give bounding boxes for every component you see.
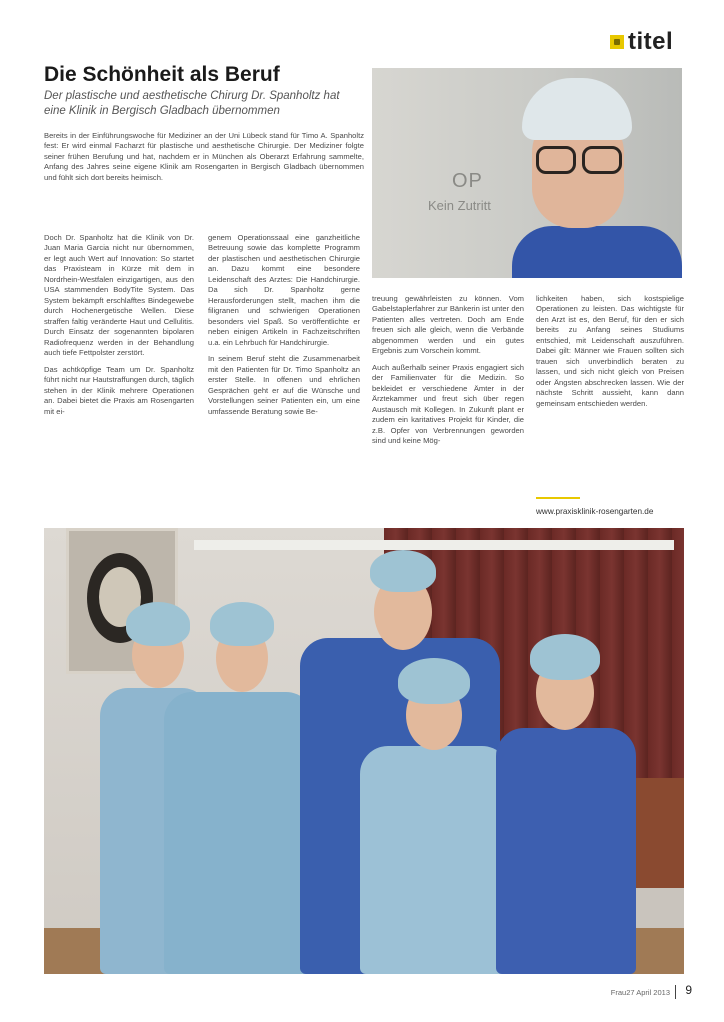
column-paragraph: lichkeiten haben, sich kostspielige Operationen zu leisten. Das wichtigste für den Arzt ist es, den Beruf, für den er sich bereits zu Anfang seines Studiums entschied, mit Leidenschaft auszuführen. Dabei gilt: Männer wie Frauen sollten sich trauen sich unverbindlich beraten zu lassen, und sich nicht gleich von Preisen oder Ängsten abschrecken lassen. Wie der nächste Schritt aussieht, kann dann gemeinsam entschieden werden. [536, 294, 684, 408]
team-member [164, 600, 314, 974]
column-paragraph: genem Operationssaal eine ganzheitliche Betreuung sowie das komplette Programm der plastischen und aesthetischen Chirurgie an. Dazu kommt eine besondere Leidenschaft des Arztes: Die Handchirurgie. Da sich Dr. Spanholtz gerne Herausforderungen stellt, machen ihm die filigranen und schwierigen Operationen besonders viel Spaß. So veröffentlichte er neben einigen Artikeln in Fachzeitschriften u.a. ein Lehrbuch für Handchirurgie. [208, 233, 360, 347]
page-footer [552, 985, 692, 999]
team-member-cap [210, 602, 274, 646]
team-member-scrubs [496, 728, 636, 974]
article-subhead: Der plastische und aesthetische Chirurg Dr. Spanholtz hat eine Klinik in Bergisch Gladbach übernommen [44, 90, 340, 117]
section-label: titel [628, 28, 674, 55]
column-paragraph: Das achtköpfige Team um Dr. Spanholtz führt nicht nur Hautstraffungen durch, täglich stehen in der Klinik mehrere Operationen an. Dabei bietet die Praxis am Rosengarten mit ei- [44, 364, 194, 416]
text-column-2 [208, 233, 360, 423]
column-paragraph: Doch Dr. Spanholtz hat die Klinik von Dr. Juan Maria Garcia nicht nur übernommen, er legt auch Wert auf Innovation: So startet das Praxisteam in Kürze mit dem in Nordrhein-Westfalen einzigartigen, aus den USA stammenden BodyTite System. Das System bekämpft erschlafftes Bindegewebe durch Hochenergetische Wellen. Diese straffen faltig veränderte Haut und Cellulitis. Durch Einsatz der sogenannten bipolaren Radiofrequenz werden in der Behandlung auch tiefe Fettpolster zerstört. [44, 233, 194, 358]
glasses-icon [536, 146, 576, 174]
team-member-scrubs [360, 746, 510, 974]
page-number: 9 [685, 983, 692, 997]
column-paragraph: Auch außerhalb seiner Praxis engagiert sich der Familienvater für die Medizin. So bekleidet er verschiedene Ämter in der Ärztekammer und freut sich über regen Austausch mit Kollegen. In Zukunft plant er zudem ein karitatives Projekt für Kinder, die z.B. Opfer von Verbrennungen geworden sind und keine Mög- [372, 362, 524, 446]
door-sign-text: Kein Zutritt [428, 198, 491, 213]
doctor-scrubs [512, 226, 682, 278]
glasses-icon [582, 146, 622, 174]
team-member-cap [398, 658, 470, 704]
text-column-4 [536, 294, 684, 415]
footer-separator [675, 985, 676, 999]
intro-paragraph: Bereits in der Einführungswoche für Mediziner an der Uni Lübeck stand für Timo A. Spanholtz fest: Er wird einmal Facharzt für plastische und aesthetische Chirurgie. Der Mediziner folgte seiner frühen Berufung und hat, nachdem er in München als Oberarzt Erfahrung sammelte, Anfang des Jahres seine eigene Klinik am Rosengarten in Bergisch Gladbach übernommen und fühlt sich dort bereits heimisch. [44, 131, 364, 182]
section-marker [610, 30, 690, 54]
team-member-scrubs [164, 692, 314, 974]
website-link[interactable]: www.praxisklinik-rosengarten.de [536, 507, 654, 516]
column-paragraph: treuung gewährleisten zu können. Vom Gabelstaplerfahrer zur Bänkerin ist unter den Patienten alles vertreten. Doch am Ende freuen sich alle gleich, wenn die Verbände abgenommen werden und ein gutes Ergebnis zum Vorschein kommt. [372, 294, 524, 356]
text-column-3 [372, 294, 524, 453]
portrait-photo [372, 68, 682, 278]
section-square-icon [610, 35, 624, 49]
team-member [496, 632, 636, 974]
text-column-1 [44, 233, 194, 423]
team-member-cap [370, 550, 436, 592]
article-headline: Die Schönheit als Beruf [44, 63, 280, 86]
column-paragraph: In seinem Beruf steht die Zusammenarbeit mit den Patienten für Dr. Timo Spanholtz an erster Stelle. In offenen und ehrlichen Gesprächen geht er auf die Wünsche und Vorstellungen seiner Patienten ein, um eine umfassende Beratung sowie Be- [208, 354, 360, 416]
team-photo [44, 528, 684, 974]
door-sign-op: OP [452, 170, 483, 192]
team-member [360, 658, 510, 974]
article-intro [44, 131, 364, 189]
accent-divider [536, 497, 580, 499]
footer-publication: Frau27 April 2013 [610, 988, 670, 997]
team-member-cap [530, 634, 600, 680]
